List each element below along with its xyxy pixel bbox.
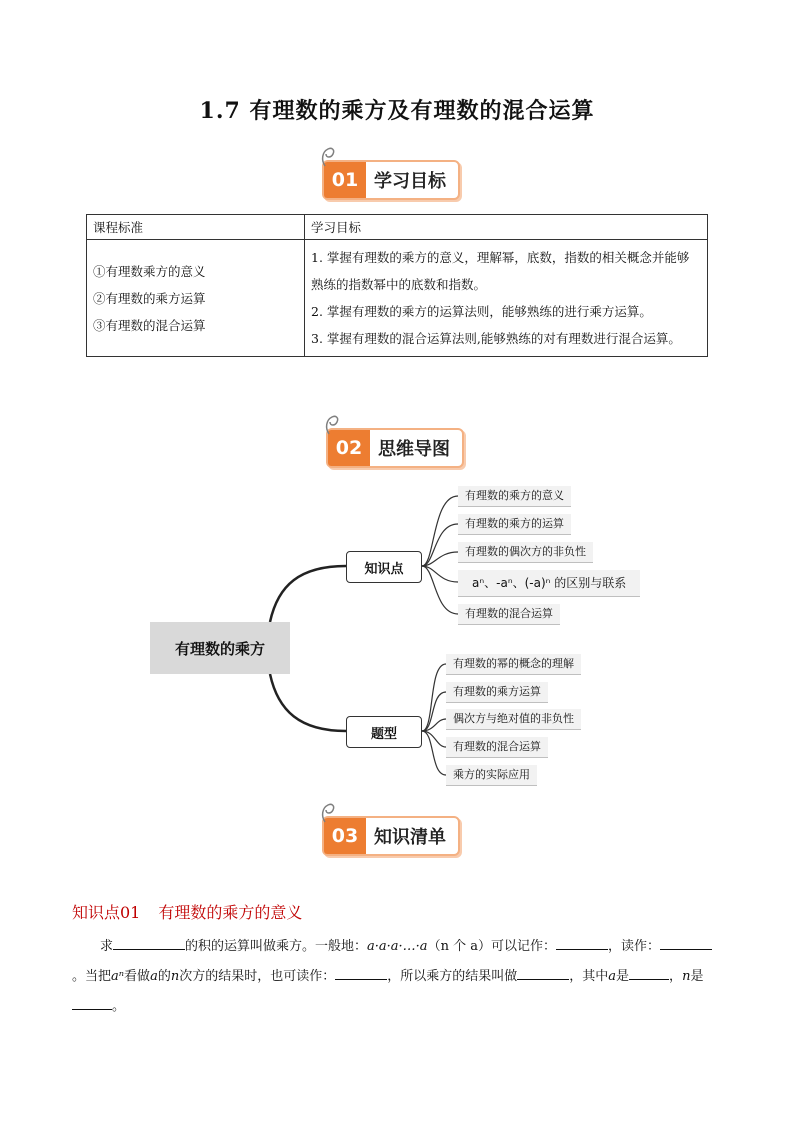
mindmap-leaf: 有理数的乘方运算 (446, 682, 548, 703)
paragraph-text: 是 (616, 969, 630, 984)
fill-blank (335, 965, 387, 980)
goal-item: 1. 掌握有理数的乘方的意义，理解幂，底数，指数的相关概念并能够熟练的指数幂中的底数和指数。 (311, 250, 690, 292)
paragraph-text: 的 (157, 969, 171, 984)
paragraph-text: 。当把 (72, 969, 112, 984)
mindmap-leaf: 有理数的乘方的运算 (458, 514, 571, 535)
goal-item: 2. 掌握有理数的乘方的运算法则，能够熟练的进行乘方运算。 (311, 304, 652, 319)
paragraph-text: ，所以乘方的结果叫做 (387, 969, 518, 984)
math-variable: a (150, 969, 158, 984)
standard-item: ③有理数的混合运算 (93, 317, 206, 333)
mindmap-leaf: 有理数的幂的概念的理解 (446, 654, 581, 675)
knowledge-point-number: 知识点01 (72, 903, 141, 922)
mindmap-leaf: 乘方的实际应用 (446, 765, 537, 786)
math-variable: n (682, 969, 691, 984)
fill-blank (629, 965, 669, 980)
mindmap-leaf: 偶次方与绝对值的非负性 (446, 709, 581, 730)
mindmap-leaf: 有理数的混合运算 (458, 604, 560, 625)
paragraph-text: 看做 (124, 969, 151, 984)
math-variable: n (170, 969, 180, 984)
paragraph-text: ， (669, 969, 683, 984)
mindmap-leaf: 有理数的混合运算 (446, 737, 548, 758)
table-header: 课程标准 (87, 215, 305, 240)
fill-blank (660, 935, 712, 950)
section-label: 思维导图 (378, 439, 450, 460)
paragraph-text: 是 (690, 969, 704, 984)
knowledge-point-title: 有理数的乘方的意义 (158, 903, 303, 922)
mindmap-branch-knowledge: 知识点 (346, 551, 422, 583)
paragraph-text: 。 (112, 999, 126, 1014)
paragraph-text: 的积的运算叫做乘方。一般地： (185, 939, 368, 954)
section-number: 02 (328, 430, 370, 466)
table-header: 学习目标 (305, 215, 708, 240)
math-expression: aⁿ (111, 969, 125, 984)
mindmap-root: 有理数的乘方 (150, 622, 290, 674)
section-label: 知识清单 (374, 827, 446, 848)
fill-blank (556, 935, 608, 950)
page-title: 1.7 有理数的乘方及有理数的混合运算 (199, 98, 595, 124)
section-label: 学习目标 (374, 171, 446, 192)
mindmap-leaf: 有理数的乘方的意义 (458, 486, 571, 507)
goal-item: 3. 掌握有理数的混合运算法则,能够熟练的对有理数进行混合运算。 (311, 331, 681, 346)
paragraph-text: 次方的结果时，也可读作： (179, 969, 336, 984)
knowledge-point-heading (72, 900, 320, 923)
math-expression: a·a·a·…·a (367, 939, 428, 954)
math-variable: a (608, 969, 617, 984)
fill-blank (72, 995, 112, 1010)
section-badge-knowledge (322, 816, 460, 856)
mindmap-leaf: aⁿ、-aⁿ、(-a)ⁿ 的区别与联系 (458, 570, 640, 597)
paragraph-text: （n 个 a）可以记作： (427, 939, 556, 954)
standard-item: ②有理数的乘方运算 (93, 290, 206, 306)
paragraph-text: ，其中 (569, 969, 609, 984)
mindmap-leaf: 有理数的偶次方的非负性 (458, 542, 593, 563)
mindmap-branch-question-types: 题型 (346, 716, 422, 748)
knowledge-paragraph (72, 932, 722, 1022)
section-number: 03 (324, 818, 366, 854)
fill-blank (113, 935, 185, 950)
paperclip-icon (320, 802, 338, 824)
paragraph-text: ，读作： (607, 939, 660, 954)
fill-blank (517, 965, 569, 980)
paragraph-text: 求 (100, 939, 114, 954)
standard-item: ①有理数乘方的意义 (93, 263, 206, 279)
section-number: 01 (324, 162, 366, 198)
